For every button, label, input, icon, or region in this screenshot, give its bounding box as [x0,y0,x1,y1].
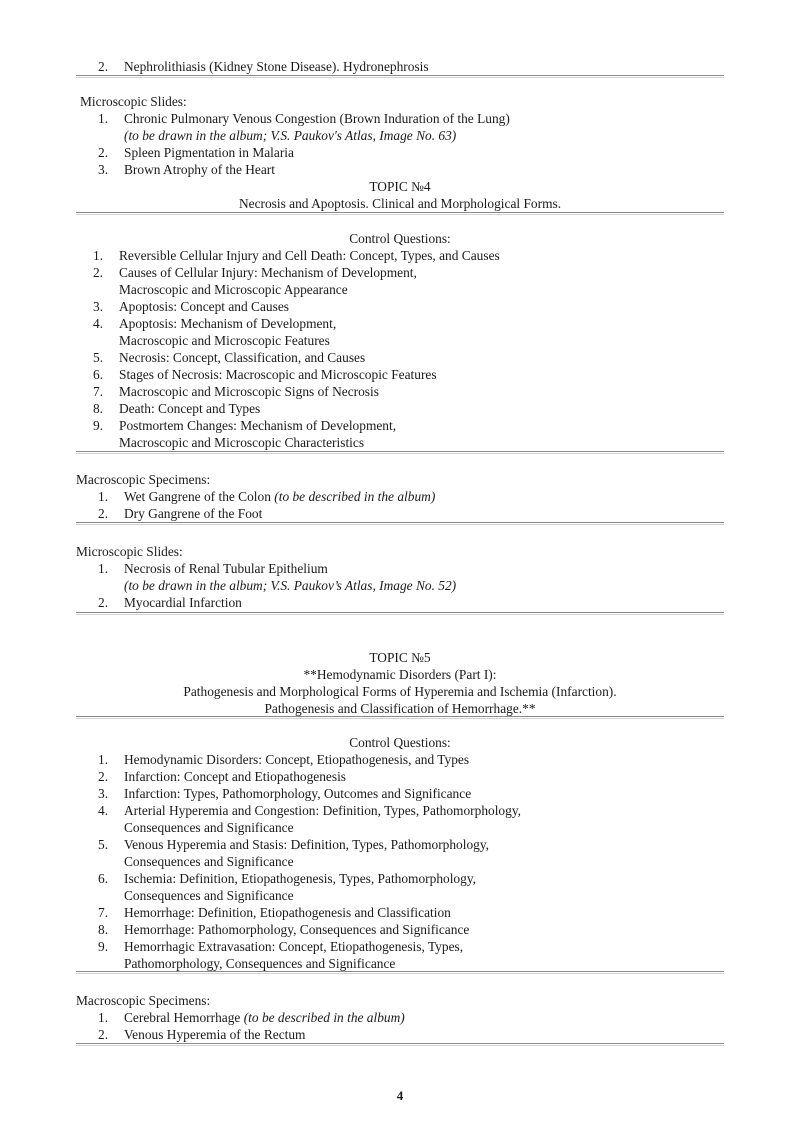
list-item: 2. Infarction: Concept and Etiopathogenesis [98,769,346,784]
list-item: 1. Wet Gangrene of the Colon (to be described in the album) [98,489,436,504]
topic-4-microscopic-slides [76,543,724,611]
list-item: 2. Dry Gangrene of the Foot [98,506,263,521]
topic-title-line: **Hemodynamic Disorders (Part I): [303,667,497,682]
list-item: 5. Necrosis: Concept, Classification, and Causes [93,350,366,365]
top-list [76,58,724,75]
topic-title: Necrosis and Apoptosis. Clinical and Morphological Forms. [238,196,562,211]
section-heading: Microscopic Slides: [80,94,187,109]
list-item: 9. Hemorrhagic Extravasation: Concept, Etiopathogenesis, Types, Pathomorphology, Consequences and Significance [98,939,464,971]
divider [76,451,724,452]
list-item: 4. Apoptosis: Mechanism of Development, Macroscopic and Microscopic Features [93,316,337,348]
list-item: 1. Chronic Pulmonary Venous Congestion (Brown Induration of the Lung) (to be drawn in the album; V.S. Paukov's Atlas, Image No. 63) [98,111,510,143]
section-heading: Macroscopic Specimens: [76,472,211,487]
list-item: 6. Ischemia: Definition, Etiopathogenesis, Types, Pathomorphology, Consequences and Significance [98,871,476,903]
list-item: 8. Hemorrhage: Pathomorphology, Consequences and Significance [98,922,470,937]
divider [76,612,724,613]
divider [76,522,724,523]
topic-label: TOPIC №4 [369,179,431,194]
section-heading: Control Questions: [349,735,451,750]
divider [76,212,724,213]
topic-4-macroscopic-specimens [76,471,724,522]
list-item: 7. Hemorrhage: Definition, Etiopathogenesis and Classification [98,905,451,920]
list-item: 2. Spleen Pigmentation in Malaria [98,145,294,160]
topic-5-header [76,649,724,717]
list-item: 3. Infarction: Types, Pathomorphology, Outcomes and Significance [98,786,472,801]
divider [76,75,724,76]
list-item: 5. Venous Hyperemia and Stasis: Definition, Types, Pathomorphology, Consequences and Significance [98,837,490,869]
list-item: 6. Stages of Necrosis: Macroscopic and Microscopic Features [93,367,437,382]
divider [76,1043,724,1044]
section-heading: Macroscopic Specimens: [76,993,211,1008]
page-number: 4 [396,1088,404,1103]
topic-title-line: Pathogenesis and Morphological Forms of Hyperemia and Ischemia (Infarction). [183,684,617,699]
topic-4-control-questions [76,230,724,451]
list-item: 1. Reversible Cellular Injury and Cell Death: Concept, Types, and Causes [93,248,500,263]
list-item: 7. Macroscopic and Microscopic Signs of Necrosis [93,384,379,399]
topic-5-macroscopic-specimens [76,992,724,1043]
list-item: 2. Causes of Cellular Injury: Mechanism of Development, Macroscopic and Microscopic Appearance [93,265,417,297]
divider [76,971,724,972]
divider [76,716,724,717]
topic-label: TOPIC №5 [369,650,431,665]
section-heading: Control Questions: [349,231,451,246]
list-item: 1. Cerebral Hemorrhage (to be described in the album) [98,1010,405,1025]
list-item: 4. Arterial Hyperemia and Congestion: Definition, Types, Pathomorphology, Consequences and Significance [98,803,521,835]
topic-title-line: Pathogenesis and Classification of Hemorrhage.** [264,701,536,716]
list-item: 2. Nephrolithiasis (Kidney Stone Disease). Hydronephrosis [98,59,429,74]
list-item: 1. Necrosis of Renal Tubular Epithelium (to be drawn in the album; V.S. Paukov’s Atlas, Image No. 52) [98,561,457,593]
section-heading: Microscopic Slides: [76,544,183,559]
list-item: 2. Myocardial Infarction [98,595,242,610]
list-item: 1. Hemodynamic Disorders: Concept, Etiopathogenesis, and Types [98,752,470,767]
list-item: 9. Postmortem Changes: Mechanism of Development, Macroscopic and Microscopic Characteristics [93,418,397,450]
microscopic-slides-section [76,93,724,178]
list-item: 3. Brown Atrophy of the Heart [98,162,275,177]
list-item: 3. Apoptosis: Concept and Causes [93,299,289,314]
list-item: 2. Venous Hyperemia of the Rectum [98,1027,306,1042]
list-item: 8. Death: Concept and Types [93,401,261,416]
topic-5-control-questions [76,734,724,972]
topic-4-header [76,178,724,212]
